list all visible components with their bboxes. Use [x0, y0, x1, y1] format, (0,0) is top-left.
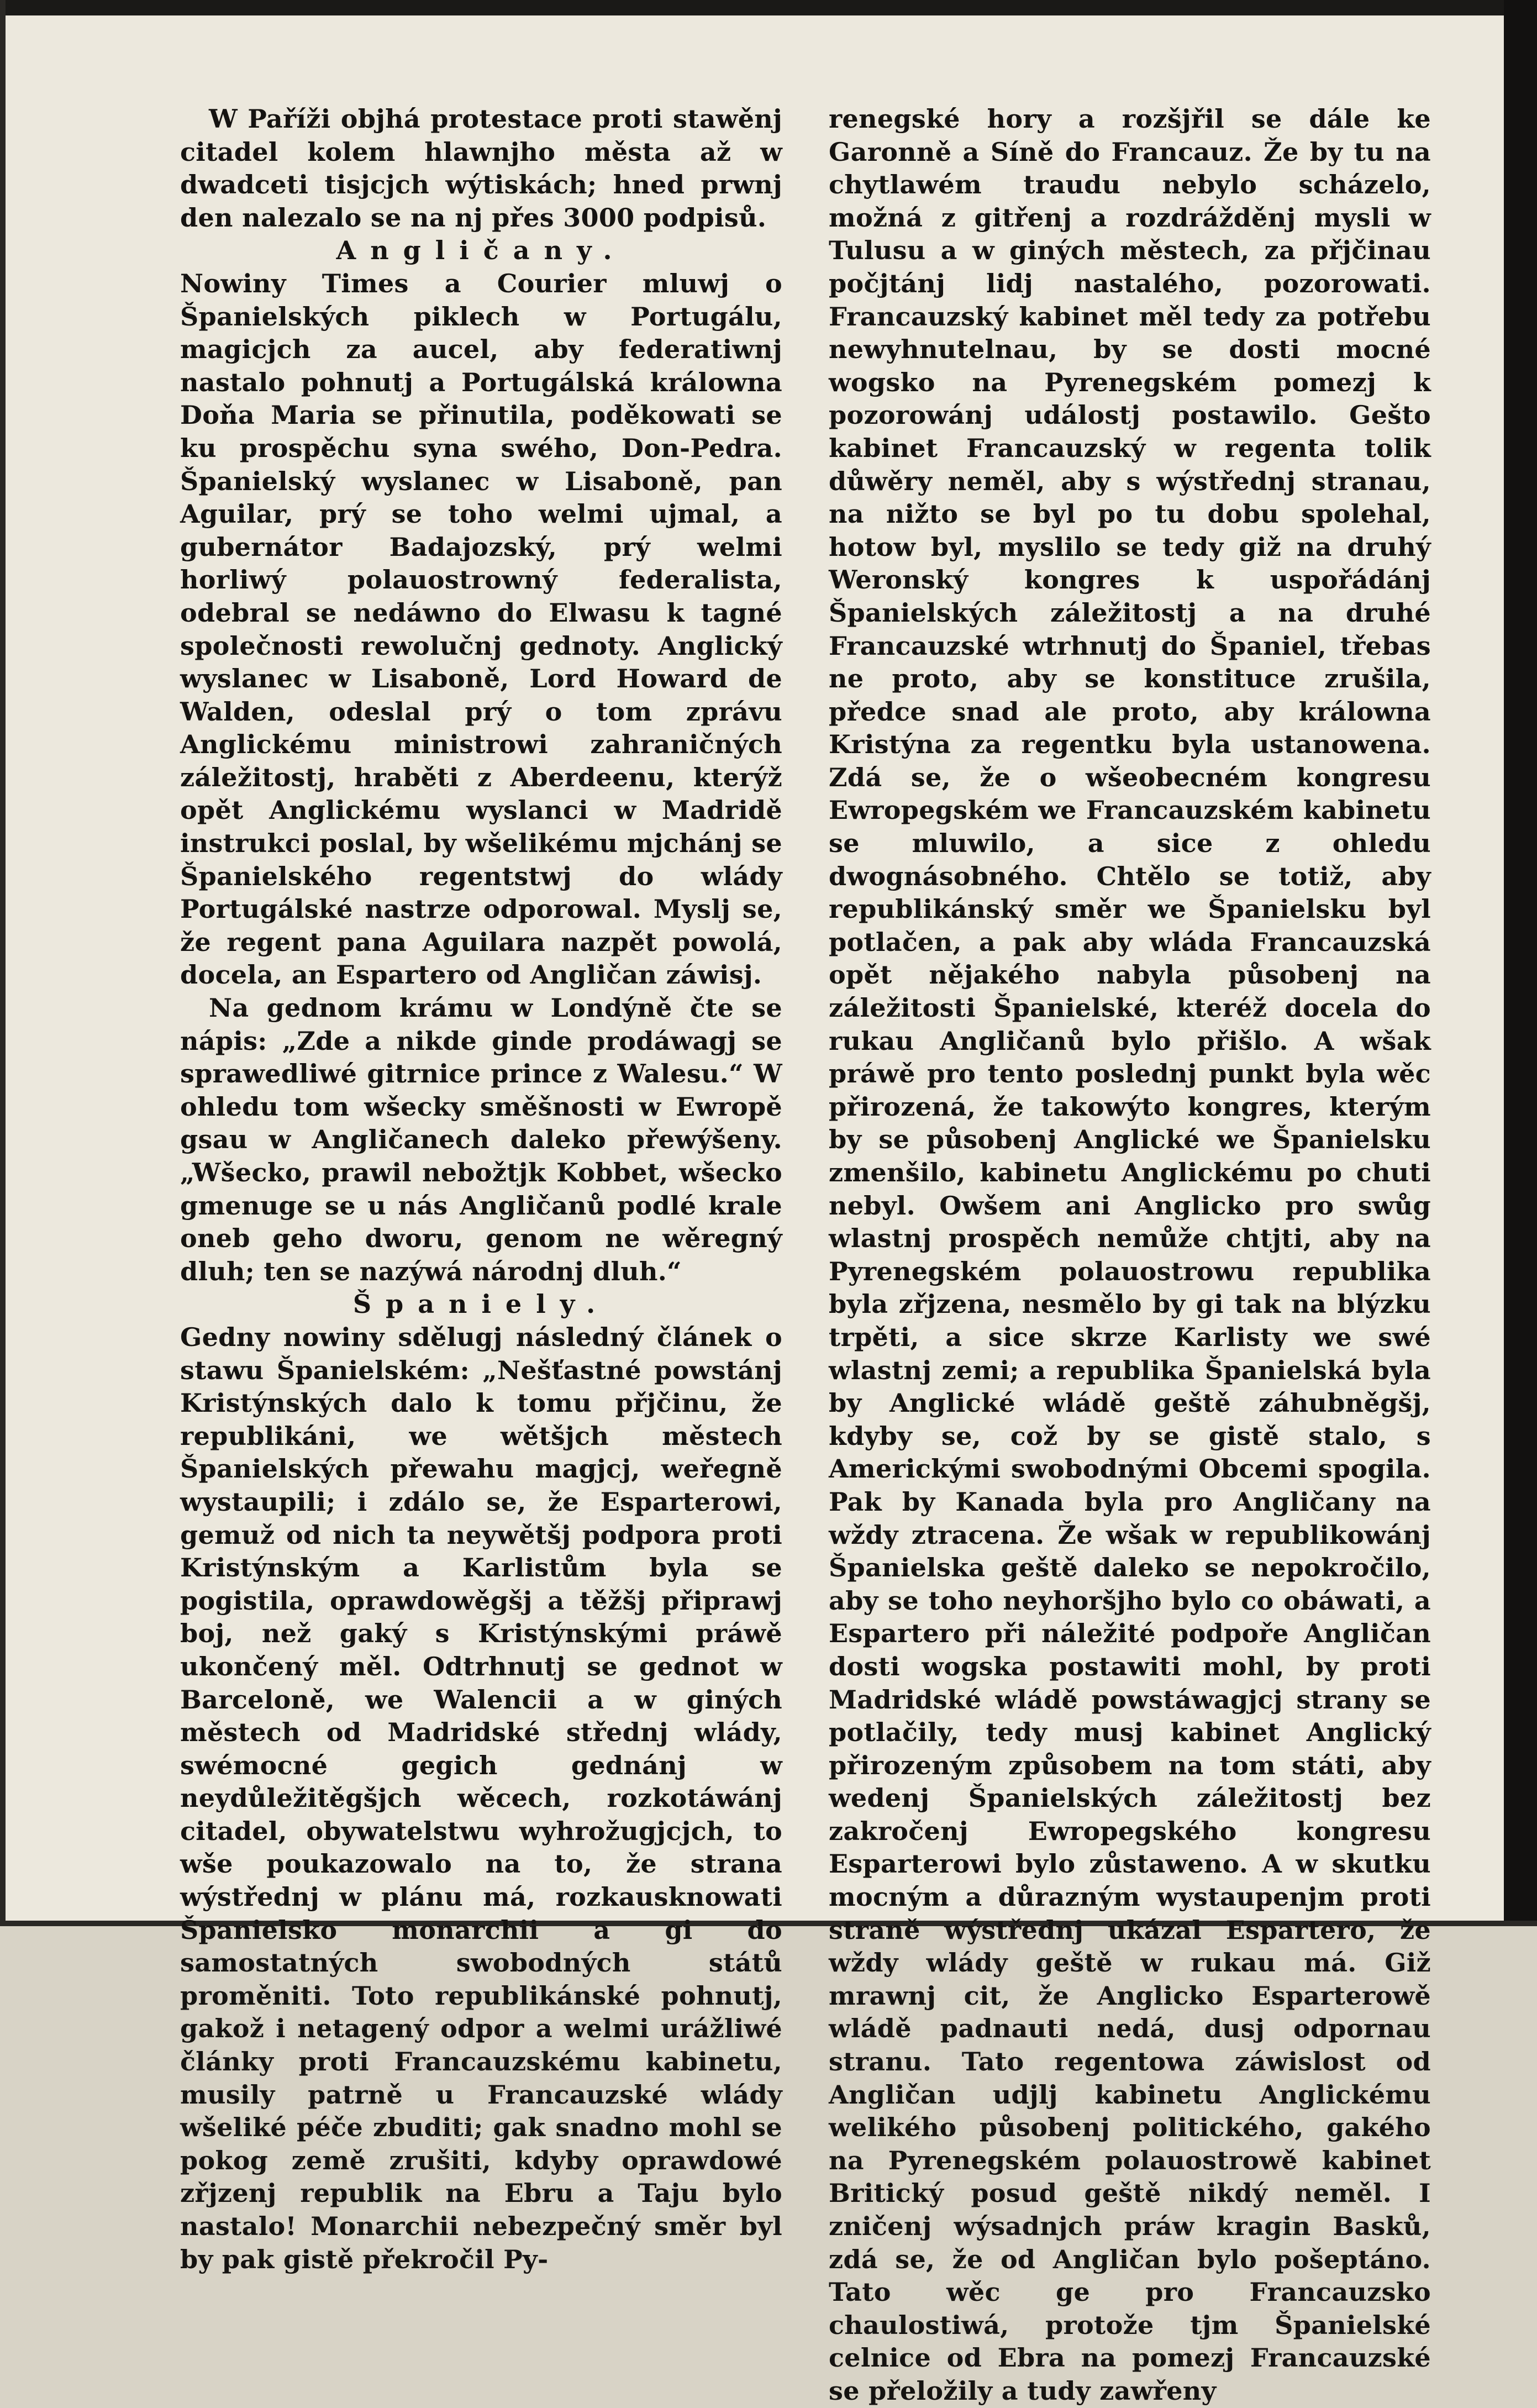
spain-article-paragraph: Gedny nowiny sdělugj následný článek o stawu Španielském: „Nešťastné powstánj Kristýnských dalo k tomu přjčinu, že republikáni, we wětšjch městech Španielských přewahu magjcj, weřegně wystaupili; i zdálo se, že Esparterowi, gemuž od nich ta neywětšj podpora proti Kristýnským a Karlistům byla se pogistila, oprawdowěgšj a těžšj připrawj boj, než gaký s Kristýnskými práwě ukončený měl. Odtrhnutj se gednot w Barceloně, we Walencii a w giných městech od Madridské střednj wlády, swémocné gegich gednánj w neydůležitěgšjch wěcech, rozkotáwánj citadel, obywatelstwu wyhrožugjcjch, to wše poukazowalo na to, že strana wýstřednj w plánu má, rozkausknowati Španielsko monarchii a gi do samostatných swobodných států proměniti. Toto republikánské pohnutj, gakož i netagený odpor a welmi urážliwé články proti Francauzskému kabinetu, musily patrně u Francauzské wlády wšeliké péče zbuditi; gak snadno mohl se pokog země zrušiti, kdyby oprawdowé zřjzenj republik na Ebru a Taju bylo nastalo! Monarchii nebezpečný směr byl by pak gistě překročil Py- — [180, 1322, 782, 2274]
section-heading-anglicany: Angličany. — [336, 235, 627, 266]
paris-protest-paragraph: W Paříži objhá protestace proti stawěnj citadel kolem hlawnjho města až w dwadceti tisjcjch wýtiskách; hned prwnj den nalezalo se na nj přes 3000 podpisů. — [180, 104, 782, 233]
scan-border-top — [0, 0, 1537, 15]
times-courier-paragraph: Nowiny Times a Courier mluwj o Španielských piklech w Portugálu, magicjch za aucel, aby federatiwnj nastalo pohnutj a Portugálská králowna Doňa Maria se přinutila, poděkowati se ku prospěchu syna swého, Don-Pedra. Španielský wyslanec w Lisaboně, pan Aguilar, prý se toho welmi ujmal, a gubernátor Badajozský, prý welmi horliwý polauostrowný federalista, odebral se nedáwno do Elwasu k tagné společnosti rewolučnj gednoty. Anglický wyslanec w Lisaboně, Lord Howard de Walden, odeslal prý o tom zprávu Anglickému ministrowi zahraničných záležitostj, hraběti z Aberdeenu, kterýž opět Anglickému wyslanci w Madridě instrukci poslal, by wšelikému mjchánj se Španielského regentstwj do wlády Portugálské nastrze odporowal. Myslj se, že regent pana Aguilara nazpět powolá, docela, an Espartero od Angličan záwisj. — [180, 268, 782, 990]
section-heading-spaniely: Španiely. — [352, 1289, 610, 1319]
london-shop-paragraph: Na gednom krámu w Londýně čte se nápis: „Zde a nikde ginde prodáwagj se sprawedliwé gitrnice prince z Walesu.“ W ohledu tom wšecky směšnosti w Ewropě gsau w Angličanech daleko přewýšeny. „Wšecko, prawil nebožtjk Kobbet, wšecko gmenuge se u nás Angličanů podlé krale oneb geho dworu, genom ne wěregný dluh; ten se nazýwá národnj dluh.“ — [180, 993, 782, 1286]
scan-border-right — [1504, 0, 1537, 1926]
left-column — [180, 103, 782, 2276]
scan-border-left — [0, 0, 6, 1926]
spain-article-continuation: renegské hory a rozšjřil se dále ke Garonně a Síně do Francauz. Že by tu na chytlawém traudu nebylo scházelo, možná z gitřenj a rozdrážděnj mysli w Tulusu a w giných městech, za přjčinau počjtánj lidj nastalého, pozorowati. Francauzský kabinet měl tedy za potřebu newyhnutelnau, by se dosti mocné wogsko na Pyrenegském pomezj k pozorowánj událostj postawilo. Gešto kabinet Francauzský w regenta tolik důwěry neměl, aby s wýstřednj stranau, na nižto se byl po tu dobu spolehal, hotow byl, myslilo se tedy giž na druhý Weronský kongres k uspořádánj Španielských záležitostj a na druhé Francauzské wtrhnutj do Španiel, třebas ne proto, aby se konstituce zrušila, předce snad ale proto, aby králowna Kristýna za regentku byla ustanowena. Zdá se, že o wšeobecném kongresu Ewropegském we Francauzském kabinetu se mluwilo, a sice z ohledu dwognásobného. Chtělo se totiž, aby republikánský směr we Španielsku byl potlačen, a pak aby wláda Francauzská opět nějakého nabyla působenj na záležitosti Španielské, kteréž docela do rukau Angličanů bylo přišlo. A wšak práwě pro tento poslednj punkt byla wěc přirozená, že takowýto kongres, kterým by se působenj Anglické we Španielsku zmenšilo, kabinetu Anglickému po chuti nebyl. Owšem ani Anglicko pro swůg wlastnj prospěch nemůže chtjti, aby na Pyrenegském polauostrowu republika byla zřjzena, nesmělo by gi tak na blýzku trpěti, a sice skrze Karlisty we swé wlastnj zemi; a republika Španielská byla by Anglické wládě geště záhubněgšj, kdyby se, což by se gistě stalo, s Americkými swobodnými Obcemi spogila. Pak by Kanada byla pro Angličany na wždy ztracena. Že wšak w republikowánj Španielska geště daleko se nepokročilo, aby se toho neyhoršjho bylo co obáwati, a Espartero při náležité podpoře Angličan dosti wogska postawiti mohl, by proti Madridské wládě powstáwagjcj strany se potlačily, tedy musj kabinet Anglický přirozeným způsobem na tom státi, aby wedenj Španielských záležitostj bez zakročenj Ewropegského kongresu Esparterowi bylo zůstaweno. A w skutku mocným a důrazným wystaupenjm proti straně wýstřednj ukázal Espartero, že wždy wlády geště w rukau má. Giž mrawnj cit, že Anglicko Esparterowě wládě padnauti nedá, dusj odpornau stranu. Tato regentowa záwislost od Angličan udjlj kabinetu Anglickému welikého působenj politického, gakého na Pyrenegském polauostrowě kabinet Britický posud geště nikdý neměl. I zničenj wýsadnjch práw kragin Basků, zdá se, že od Angličan bylo pošeptáno. Tato wěc ge pro Francauzsko chaulostiwá, protože tjm Španielské celnice od Ebra na pomezj Francauzské se přeložily a tudy zawřeny — [829, 104, 1431, 2406]
right-column — [829, 103, 1431, 2408]
